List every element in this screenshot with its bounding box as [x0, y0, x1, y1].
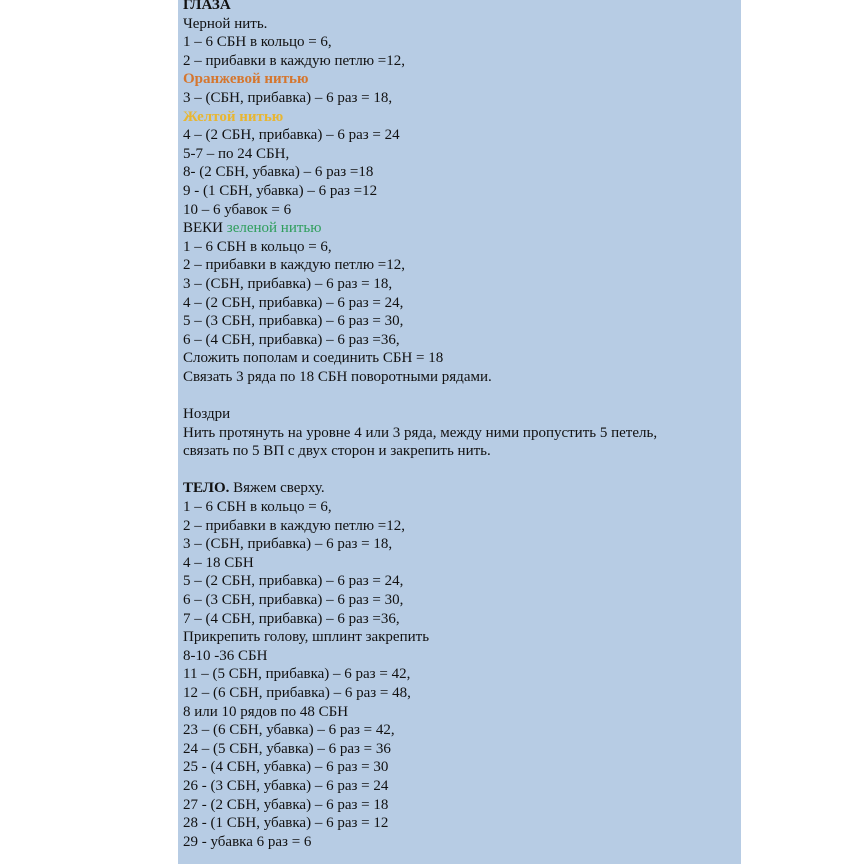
body-row: 2 – прибавки в каждую петлю =12,: [183, 517, 406, 534]
eyelids-row: 4 – (2 СБН, прибавка) – 6 раз = 24,: [183, 294, 404, 311]
body-row: 4 – 18 СБН: [183, 554, 254, 571]
eyelids-row: Связать 3 ряда по 18 СБН поворотными рядами.: [183, 368, 492, 385]
body-subtitle: Вяжем сверху.: [229, 480, 325, 497]
body-heading-title: ТЕЛО.: [183, 480, 230, 497]
eyes-orange-yarn: Оранжевой нитью: [183, 71, 309, 88]
eyes-row: 9 - (1 СБН, убавка) – 6 раз =12: [183, 182, 378, 199]
body-row: 28 - (1 СБН, убавка) – 6 раз = 12: [183, 815, 389, 832]
body-row: 7 – (4 СБН, прибавка) – 6 раз =36,: [183, 610, 400, 627]
eyes-row: 10 – 6 убавок = 6: [183, 201, 292, 218]
eyes-row: 2 – прибавки в каждую петлю =12,: [183, 52, 406, 69]
body-row: 6 – (3 СБН, прибавка) – 6 раз = 30,: [183, 592, 404, 608]
nostrils-line: Нить протянуть на уровне 4 или 3 ряда, между ними пропустить 5 петель,: [183, 424, 658, 441]
eyes-yellow-yarn: Желтой нитью: [183, 108, 284, 125]
pattern-text: [183, 0, 657, 851]
eyes-row: 4 – (2 СБН, прибавка) – 6 раз = 24: [183, 127, 400, 144]
nostrils-heading: Ноздри: [183, 406, 231, 423]
eyelids-heading: [183, 219, 657, 238]
eyelids-row: 5 – (3 СБН, прибавка) – 6 раз = 30,: [183, 313, 404, 330]
body-row: 1 – 6 СБН в кольцо = 6,: [183, 499, 332, 516]
eyelids-label: ВЕКИ: [183, 220, 224, 237]
eyes-row: 5-7 – по 24 СБН,: [183, 145, 290, 162]
body-heading: [183, 479, 657, 498]
eyes-heading: ГЛАЗА: [183, 0, 231, 13]
eyelids-row: 2 – прибавки в каждую петлю =12,: [183, 257, 406, 274]
body-row: 23 – (6 СБН, убавка) – 6 раз = 42,: [183, 722, 395, 739]
body-row: 24 – (5 СБН, убавка) – 6 раз = 36: [183, 740, 391, 757]
body-row: 25 - (4 СБН, убавка) – 6 раз = 30: [183, 759, 389, 776]
spacer: [183, 386, 657, 405]
body-row: 5 – (2 СБН, прибавка) – 6 раз = 24,: [183, 573, 404, 590]
eyes-row: 3 – (СБН, прибавка) – 6 раз = 18,: [183, 89, 393, 106]
body-row: 8 или 10 рядов по 48 СБН: [183, 703, 349, 720]
body-row: 11 – (5 СБН, прибавка) – 6 раз = 42,: [183, 666, 411, 683]
eyelids-row: Сложить пополам и соединить СБН = 18: [183, 350, 444, 367]
body-row: 29 - убавка 6 раз = 6: [183, 833, 312, 850]
eyelids-row: 3 – (СБН, прибавка) – 6 раз = 18,: [183, 275, 393, 292]
body-row: 12 – (6 СБН, прибавка) – 6 раз = 48,: [183, 684, 411, 701]
body-row: Прикрепить голову, шплинт закрепить: [183, 629, 430, 646]
body-row: 3 – (СБН, прибавка) – 6 раз = 18,: [183, 536, 393, 553]
body-row: 26 - (3 СБН, убавка) – 6 раз = 24: [183, 777, 389, 794]
eyes-row: 1 – 6 СБН в кольцо = 6,: [183, 34, 332, 51]
eyes-black-yarn: Черной нить.: [183, 15, 268, 32]
spacer: [183, 461, 657, 480]
eyelids-row: 1 – 6 СБН в кольцо = 6,: [183, 238, 332, 255]
body-row: 8-10 -36 СБН: [183, 647, 268, 664]
nostrils-line: связать по 5 ВП с двух сторон и закрепить нить.: [183, 443, 491, 460]
eyelids-row: 6 – (4 СБН, прибавка) – 6 раз =36,: [183, 331, 400, 348]
document-panel: [178, 0, 741, 864]
eyes-row: 8- (2 СБН, убавка) – 6 раз =18: [183, 164, 374, 181]
eyelids-green-yarn: зеленой нитью: [226, 220, 322, 237]
body-row: 27 - (2 СБН, убавка) – 6 раз = 18: [183, 796, 389, 813]
